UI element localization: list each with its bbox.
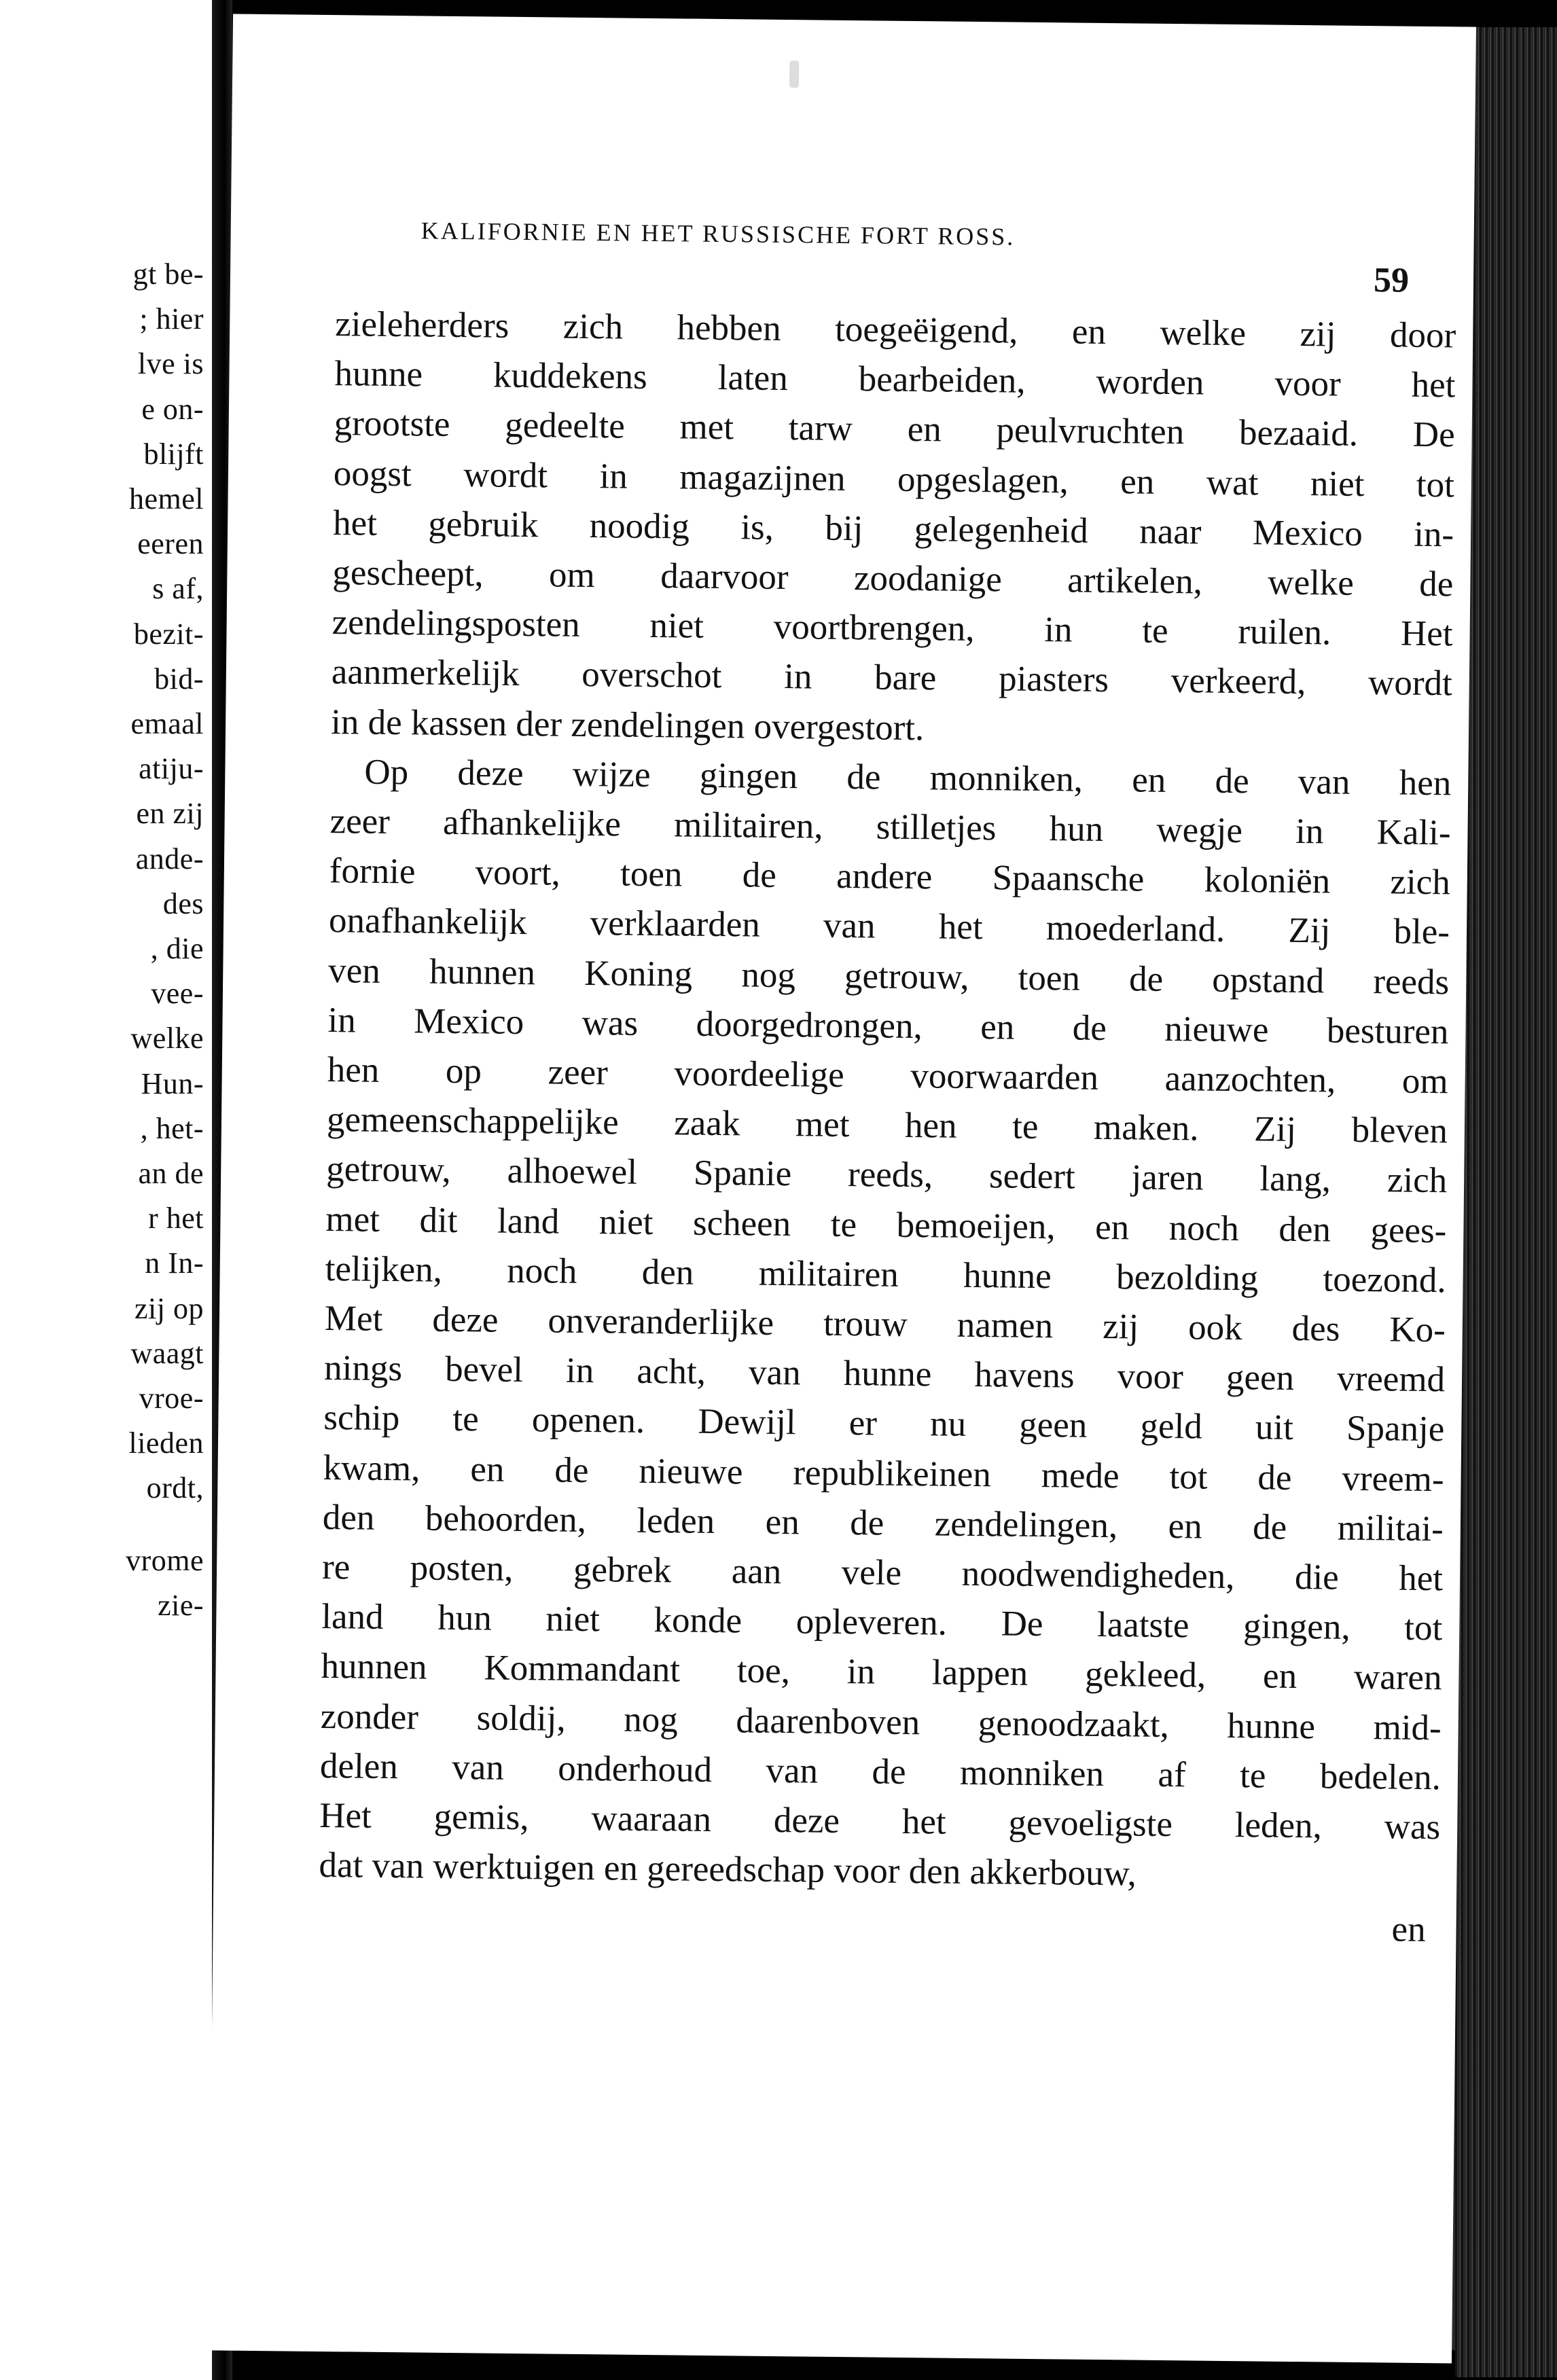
body-line: getrouw, alhoewel Spanie reeds, sedert jaren lang, zich (325, 1149, 1448, 1201)
body-line: hunnen Kommandant toe, in lappen gekleed, en waren (321, 1646, 1442, 1698)
body-line: fornie voort, toen de andere Spaansche koloniën zich (329, 851, 1451, 903)
left-page-line: atiju- (139, 752, 204, 786)
left-page-line: ; hier (139, 302, 204, 336)
left-page-line: blijft (143, 437, 204, 471)
body-line: het gebruik noodig is, bij gelegenheid naar Mexico in- (332, 503, 1454, 555)
left-page-line: gt be- (132, 257, 204, 291)
page-number: 59 (1373, 261, 1410, 300)
body-line: zonder soldij, nog daarenboven genoodzaakt, hunne mid- (320, 1696, 1442, 1748)
body-line: den behoorden, leden en de zendelingen, en de militai- (322, 1497, 1444, 1549)
body-line: gescheept, om daarvoor zoodanige artikelen, welke de (332, 553, 1454, 605)
body-line: telijken, noch den militairen hunne bezolding toezond. (325, 1248, 1446, 1301)
body-line: in Mexico was doorgedrongen, en de nieuwe besturen (327, 1000, 1449, 1052)
body-line: land hun niet konde opleveren. De laatste gingen, tot (321, 1597, 1443, 1648)
left-page-line: e on- (141, 392, 204, 426)
body-line: grootste gedeelte met tarw en peulvruchten bezaaid. De (334, 403, 1455, 455)
left-page-fragment (0, 0, 212, 2380)
main-page (209, 14, 1476, 2364)
left-page-line: lieden (128, 1426, 204, 1460)
left-page-line: lve is (137, 347, 204, 381)
left-page-line: Hun- (141, 1066, 204, 1100)
body-line: Op deze wijze gingen de monniken, en de van hen (364, 752, 1452, 804)
running-head: KALIFORNIE EN HET RUSSISCHE FORT ROSS. (420, 217, 1016, 251)
left-page-line: ande- (135, 842, 204, 876)
body-line: re posten, gebrek aan vele noodwendigheden, die het (321, 1547, 1444, 1599)
left-page-line: n In- (145, 1246, 204, 1280)
left-page-line: s af, (152, 572, 204, 606)
left-page-line: en zij (136, 797, 204, 831)
body-line: met dit land niet scheen te bemoeijen, en noch den gees- (325, 1199, 1447, 1250)
left-page-line: emaal (130, 707, 204, 740)
left-page-line: welke (130, 1022, 204, 1056)
page-mark (789, 60, 799, 88)
left-page-line: zij op (135, 1291, 204, 1325)
body-line: ven hunnen Koning nog getrouw, toen de opstand reeds (328, 950, 1450, 1002)
left-page-line: vee- (151, 977, 204, 1011)
left-page-line: des (162, 886, 204, 920)
body-text (319, 300, 1456, 1950)
body-line: dat van werktuigen en gereedschap voor den akkerbouw, (319, 1845, 1137, 1894)
body-line: schip te openen. Dewijl er nu geen geld uit Spanje (323, 1398, 1445, 1449)
body-line: oogst wordt in magazijnen opgeslagen, en wat niet tot (333, 453, 1455, 505)
body-line: nings bevel in acht, van hunne havens voor geen vreemd (323, 1348, 1446, 1400)
body-line: zendelingsposten niet voortbrengen, in te ruilen. Het (332, 602, 1453, 654)
body-line: zeer afhankelijke militairen, stilletjes hun wegje in Kali- (329, 801, 1451, 853)
left-page-line: eeren (137, 527, 204, 561)
left-page-line: vrome (126, 1543, 204, 1577)
body-line: delen van onderhoud van de monniken af te bedelen. (319, 1746, 1442, 1798)
body-line: gemeenschappelijke zaak met hen te maken. Zij bleven (326, 1100, 1448, 1151)
left-page-line: bezit- (133, 617, 204, 651)
body-line: Met deze onveranderlijke trouw namen zij ook des Ko- (324, 1299, 1446, 1350)
body-line: onafhankelijk verklaarden van het moederland. Zij ble- (328, 901, 1450, 952)
body-line: hen op zeer voordeelige voorwaarden aanzochten, om (327, 1050, 1449, 1102)
left-page-line: waagt (130, 1336, 204, 1370)
body-line: in de kassen der zendelingen overgestort. (330, 702, 925, 748)
left-page-line: bid- (154, 662, 204, 696)
left-page-line: an de (138, 1157, 204, 1190)
left-page-line: hemel (128, 482, 204, 516)
body-line: aanmerkelijk overschot in bare piasters verkeerd, wordt (331, 652, 1453, 704)
left-page-line: vroe- (139, 1382, 204, 1415)
left-page-line: , het- (140, 1111, 204, 1145)
left-page-line: zie- (158, 1588, 204, 1622)
left-page-line: ordt, (146, 1471, 204, 1505)
body-line: hunne kuddekens laten bearbeiden, worden voor het (334, 354, 1456, 405)
left-page-line: , die (150, 932, 204, 965)
catchword: en (1391, 1909, 1426, 1950)
body-line: zieleherders zich hebben toegeëigend, en welke zij door (334, 304, 1456, 356)
left-page-line: r het (148, 1202, 204, 1236)
body-line: Het gemis, waaraan deze het gevoeligste leden, was (319, 1795, 1441, 1847)
body-line: kwam, en de nieuwe republikeinen mede tot de vreem- (323, 1447, 1444, 1499)
